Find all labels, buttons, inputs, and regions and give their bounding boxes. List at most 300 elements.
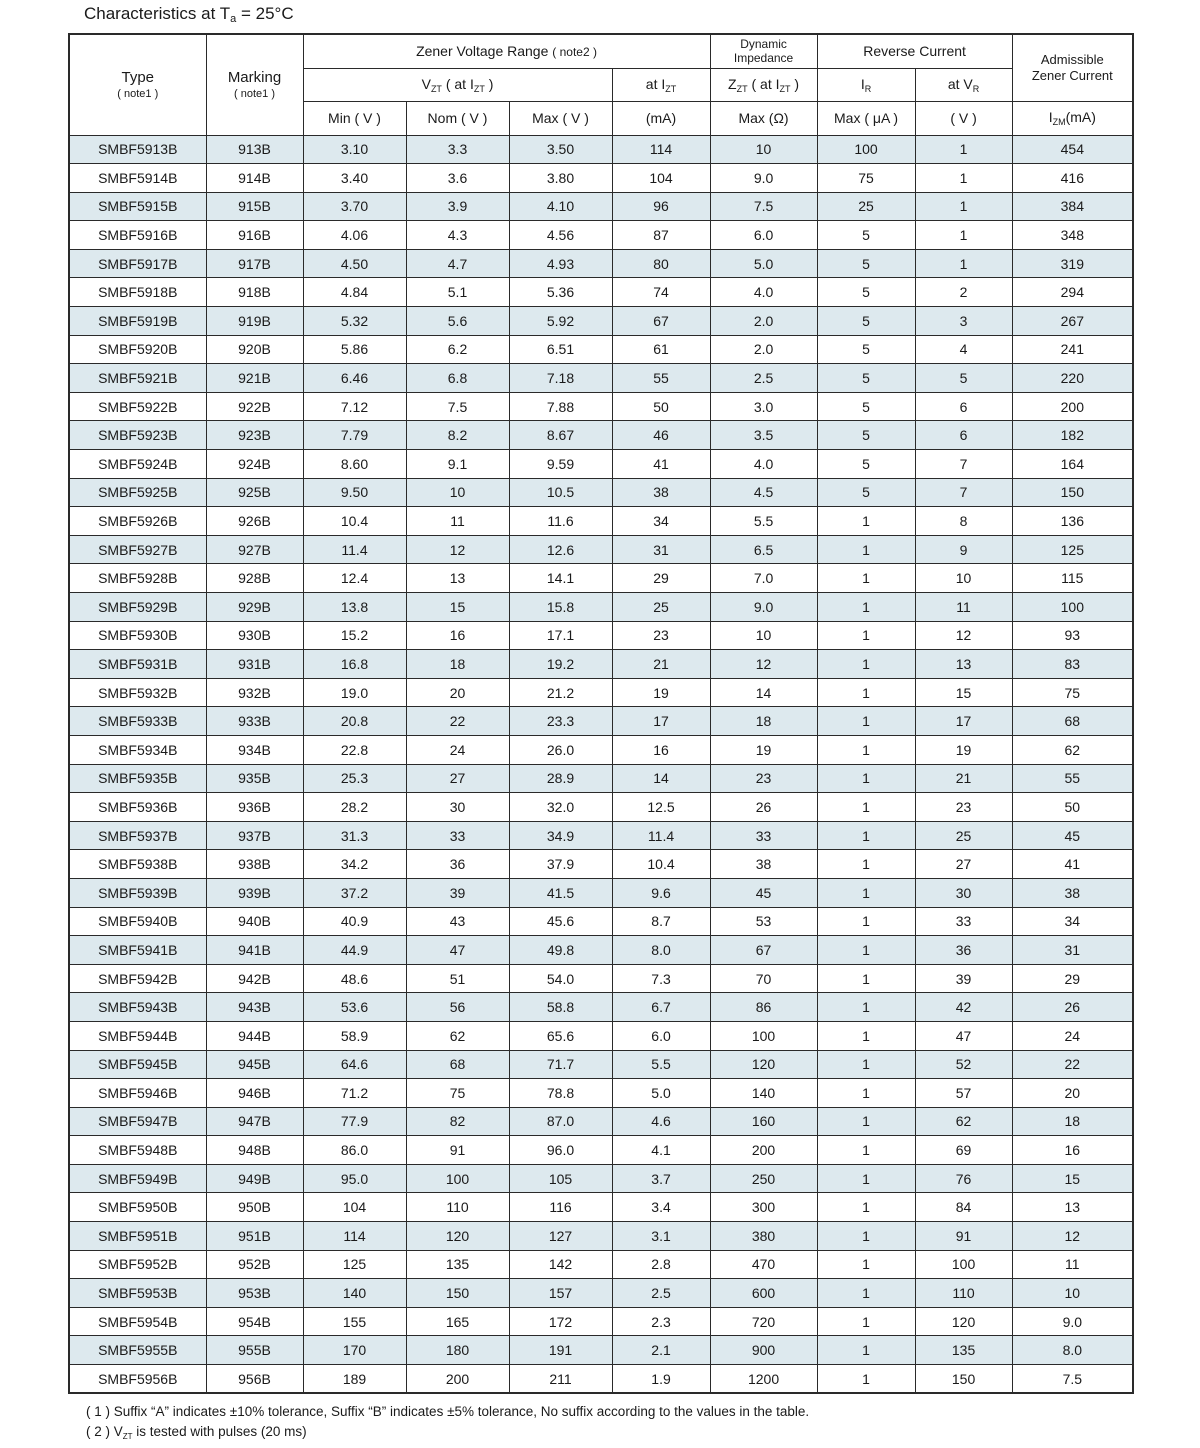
cell-izm: 100 bbox=[1012, 593, 1133, 622]
cell-vr: 1 bbox=[915, 164, 1012, 193]
cell-izm: 10 bbox=[1012, 1279, 1133, 1308]
cell-ir: 1 bbox=[817, 507, 915, 536]
cell-vr: 110 bbox=[915, 1279, 1012, 1308]
cell-vr: 9 bbox=[915, 535, 1012, 564]
cell-vz-nom: 68 bbox=[406, 1050, 509, 1079]
cell-izt: 14 bbox=[612, 764, 710, 793]
cell-ir: 100 bbox=[817, 135, 915, 164]
cell-vr: 8 bbox=[915, 507, 1012, 536]
cell-zzt: 86 bbox=[710, 993, 817, 1022]
cell-ir: 1 bbox=[817, 936, 915, 965]
cell-ir: 5 bbox=[817, 450, 915, 479]
cell-vz-nom: 7.5 bbox=[406, 392, 509, 421]
cell-ir: 5 bbox=[817, 335, 915, 364]
cell-zzt: 4.0 bbox=[710, 278, 817, 307]
cell-marking: 924B bbox=[206, 450, 303, 479]
cell-type: SMBF5927B bbox=[69, 535, 206, 564]
cell-izt: 104 bbox=[612, 164, 710, 193]
cell-type: SMBF5940B bbox=[69, 907, 206, 936]
cell-ir: 1 bbox=[817, 1136, 915, 1165]
header-at-vr: at $V_R$ bbox=[915, 68, 1012, 101]
table-row bbox=[69, 1336, 1133, 1365]
cell-vz-max: 71.7 bbox=[509, 1050, 612, 1079]
cell-vr: 52 bbox=[915, 1050, 1012, 1079]
footnote-1: ( 1 ) Suffix “A” indicates ±10% tolerance, Suffix “B” indicates ±5% tolerance, No suffix according to the values in the table. bbox=[86, 1404, 810, 1419]
cell-vz-max: 9.59 bbox=[509, 450, 612, 479]
cell-izm: 18 bbox=[1012, 1107, 1133, 1136]
cell-vz-max: 8.67 bbox=[509, 421, 612, 450]
cell-vr: 15 bbox=[915, 678, 1012, 707]
cell-ir: 1 bbox=[817, 1021, 915, 1050]
cell-izm: 34 bbox=[1012, 907, 1133, 936]
cell-zzt: 250 bbox=[710, 1164, 817, 1193]
cell-vz-nom: 30 bbox=[406, 793, 509, 822]
cell-ir: 1 bbox=[817, 993, 915, 1022]
cell-vr: 39 bbox=[915, 964, 1012, 993]
cell-ir: 1 bbox=[817, 1193, 915, 1222]
cell-vz-min: 44.9 bbox=[303, 936, 406, 965]
cell-izm: 348 bbox=[1012, 221, 1133, 250]
cell-type: SMBF5941B bbox=[69, 936, 206, 965]
cell-izm: 24 bbox=[1012, 1021, 1133, 1050]
cell-marking: 915B bbox=[206, 192, 303, 221]
cell-marking: 954B bbox=[206, 1307, 303, 1336]
cell-zzt: 7.5 bbox=[710, 192, 817, 221]
cell-izt: 2.1 bbox=[612, 1336, 710, 1365]
cell-vz-min: 5.86 bbox=[303, 335, 406, 364]
cell-vz-max: 21.2 bbox=[509, 678, 612, 707]
cell-vr: 1 bbox=[915, 135, 1012, 164]
table-row bbox=[69, 1021, 1133, 1050]
cell-izt: 23 bbox=[612, 621, 710, 650]
cell-zzt: 1200 bbox=[710, 1365, 817, 1394]
cell-type: SMBF5915B bbox=[69, 192, 206, 221]
table-row bbox=[69, 735, 1133, 764]
cell-marking: 925B bbox=[206, 478, 303, 507]
header-nom: Nom ( V ) bbox=[406, 101, 509, 135]
table-row bbox=[69, 221, 1133, 250]
cell-izm: 220 bbox=[1012, 364, 1133, 393]
header-vzt: $V_{ZT}$ ( at $I_{ZT}$ ) bbox=[303, 68, 612, 101]
page-title: Characteristics at $T_a = 25^\circ C$ bbox=[84, 4, 294, 25]
cell-izt: 9.6 bbox=[612, 878, 710, 907]
cell-ir: 1 bbox=[817, 1279, 915, 1308]
cell-marking: 937B bbox=[206, 821, 303, 850]
cell-izt: 2.5 bbox=[612, 1279, 710, 1308]
cell-type: SMBF5933B bbox=[69, 707, 206, 736]
cell-zzt: 14 bbox=[710, 678, 817, 707]
cell-zzt: 38 bbox=[710, 850, 817, 879]
table-row bbox=[69, 192, 1133, 221]
cell-vz-min: 170 bbox=[303, 1336, 406, 1365]
cell-vr: 3 bbox=[915, 307, 1012, 336]
cell-zzt: 7.0 bbox=[710, 564, 817, 593]
cell-izm: 45 bbox=[1012, 821, 1133, 850]
cell-zzt: 4.5 bbox=[710, 478, 817, 507]
cell-ir: 1 bbox=[817, 1307, 915, 1336]
cell-zzt: 45 bbox=[710, 878, 817, 907]
table-row bbox=[69, 164, 1133, 193]
cell-vz-min: 155 bbox=[303, 1307, 406, 1336]
table-row bbox=[69, 392, 1133, 421]
cell-ir: 1 bbox=[817, 764, 915, 793]
cell-marking: 919B bbox=[206, 307, 303, 336]
cell-vz-nom: 13 bbox=[406, 564, 509, 593]
cell-type: SMBF5954B bbox=[69, 1307, 206, 1336]
cell-vr: 47 bbox=[915, 1021, 1012, 1050]
cell-vz-min: 53.6 bbox=[303, 993, 406, 1022]
cell-vz-min: 8.60 bbox=[303, 450, 406, 479]
cell-vz-min: 95.0 bbox=[303, 1164, 406, 1193]
cell-vr: 4 bbox=[915, 335, 1012, 364]
cell-vz-min: 7.12 bbox=[303, 392, 406, 421]
table-row bbox=[69, 621, 1133, 650]
cell-vz-max: 34.9 bbox=[509, 821, 612, 850]
cell-vz-max: 14.1 bbox=[509, 564, 612, 593]
cell-izm: 22 bbox=[1012, 1050, 1133, 1079]
cell-type: SMBF5953B bbox=[69, 1279, 206, 1308]
cell-vr: 17 bbox=[915, 707, 1012, 736]
cell-ir: 5 bbox=[817, 307, 915, 336]
cell-type: SMBF5916B bbox=[69, 221, 206, 250]
cell-zzt: 12 bbox=[710, 650, 817, 679]
cell-vz-min: 189 bbox=[303, 1365, 406, 1394]
cell-vr: 19 bbox=[915, 735, 1012, 764]
cell-vz-nom: 20 bbox=[406, 678, 509, 707]
cell-marking: 953B bbox=[206, 1279, 303, 1308]
cell-type: SMBF5925B bbox=[69, 478, 206, 507]
cell-type: SMBF5935B bbox=[69, 764, 206, 793]
cell-ir: 5 bbox=[817, 392, 915, 421]
cell-vz-max: 116 bbox=[509, 1193, 612, 1222]
cell-izt: 61 bbox=[612, 335, 710, 364]
cell-ir: 1 bbox=[817, 1050, 915, 1079]
cell-izm: 16 bbox=[1012, 1136, 1133, 1165]
header-max-ohm: Max (Ω) bbox=[710, 101, 817, 135]
cell-vz-min: 40.9 bbox=[303, 907, 406, 936]
cell-vz-min: 11.4 bbox=[303, 535, 406, 564]
cell-vz-max: 96.0 bbox=[509, 1136, 612, 1165]
cell-izm: 11 bbox=[1012, 1250, 1133, 1279]
cell-vz-min: 104 bbox=[303, 1193, 406, 1222]
cell-vz-min: 140 bbox=[303, 1279, 406, 1308]
cell-vz-max: 45.6 bbox=[509, 907, 612, 936]
cell-zzt: 9.0 bbox=[710, 164, 817, 193]
table-row bbox=[69, 1279, 1133, 1308]
cell-izm: 55 bbox=[1012, 764, 1133, 793]
cell-vr: 42 bbox=[915, 993, 1012, 1022]
cell-vz-min: 114 bbox=[303, 1222, 406, 1251]
cell-marking: 921B bbox=[206, 364, 303, 393]
cell-izt: 50 bbox=[612, 392, 710, 421]
cell-marking: 956B bbox=[206, 1365, 303, 1394]
cell-vz-max: 5.92 bbox=[509, 307, 612, 336]
cell-vz-nom: 62 bbox=[406, 1021, 509, 1050]
cell-vz-max: 5.36 bbox=[509, 278, 612, 307]
cell-vz-min: 10.4 bbox=[303, 507, 406, 536]
table-row bbox=[69, 1164, 1133, 1193]
cell-marking: 951B bbox=[206, 1222, 303, 1251]
cell-vz-min: 37.2 bbox=[303, 878, 406, 907]
cell-ir: 5 bbox=[817, 421, 915, 450]
cell-zzt: 120 bbox=[710, 1050, 817, 1079]
cell-vr: 1 bbox=[915, 249, 1012, 278]
cell-ir: 1 bbox=[817, 621, 915, 650]
cell-vz-nom: 56 bbox=[406, 993, 509, 1022]
cell-vz-max: 12.6 bbox=[509, 535, 612, 564]
cell-vr: 135 bbox=[915, 1336, 1012, 1365]
header-zener-voltage-range: Zener Voltage Range ( note2 ) bbox=[303, 34, 710, 68]
cell-vz-nom: 110 bbox=[406, 1193, 509, 1222]
cell-izt: 17 bbox=[612, 707, 710, 736]
cell-izt: 38 bbox=[612, 478, 710, 507]
cell-zzt: 160 bbox=[710, 1107, 817, 1136]
cell-izt: 19 bbox=[612, 678, 710, 707]
cell-zzt: 200 bbox=[710, 1136, 817, 1165]
cell-marking: 922B bbox=[206, 392, 303, 421]
table-row bbox=[69, 793, 1133, 822]
cell-marking: 955B bbox=[206, 1336, 303, 1365]
cell-vz-min: 125 bbox=[303, 1250, 406, 1279]
cell-zzt: 10 bbox=[710, 135, 817, 164]
cell-vz-min: 86.0 bbox=[303, 1136, 406, 1165]
cell-izt: 29 bbox=[612, 564, 710, 593]
cell-ir: 1 bbox=[817, 678, 915, 707]
cell-vz-nom: 6.2 bbox=[406, 335, 509, 364]
cell-izt: 7.3 bbox=[612, 964, 710, 993]
cell-ir: 5 bbox=[817, 221, 915, 250]
cell-vz-max: 105 bbox=[509, 1164, 612, 1193]
cell-marking: 916B bbox=[206, 221, 303, 250]
cell-ir: 1 bbox=[817, 650, 915, 679]
header-type: Type ( note1 ) bbox=[69, 34, 206, 135]
table-row bbox=[69, 707, 1133, 736]
cell-vz-nom: 18 bbox=[406, 650, 509, 679]
cell-zzt: 6.0 bbox=[710, 221, 817, 250]
cell-type: SMBF5948B bbox=[69, 1136, 206, 1165]
table-row bbox=[69, 1050, 1133, 1079]
table-row bbox=[69, 535, 1133, 564]
cell-vz-max: 157 bbox=[509, 1279, 612, 1308]
cell-type: SMBF5943B bbox=[69, 993, 206, 1022]
cell-ir: 1 bbox=[817, 793, 915, 822]
cell-izm: 384 bbox=[1012, 192, 1133, 221]
cell-vz-max: 65.6 bbox=[509, 1021, 612, 1050]
cell-vr: 36 bbox=[915, 936, 1012, 965]
cell-izt: 2.8 bbox=[612, 1250, 710, 1279]
cell-vz-nom: 15 bbox=[406, 593, 509, 622]
cell-vz-max: 4.56 bbox=[509, 221, 612, 250]
cell-vz-nom: 5.6 bbox=[406, 307, 509, 336]
cell-vr: 62 bbox=[915, 1107, 1012, 1136]
cell-izt: 3.1 bbox=[612, 1222, 710, 1251]
cell-zzt: 380 bbox=[710, 1222, 817, 1251]
cell-vz-min: 3.40 bbox=[303, 164, 406, 193]
cell-izm: 319 bbox=[1012, 249, 1133, 278]
footnotes bbox=[86, 1402, 809, 1447]
cell-vz-nom: 3.3 bbox=[406, 135, 509, 164]
header-dynamic-impedance: Dynamic Impedance bbox=[710, 34, 817, 68]
cell-izt: 74 bbox=[612, 278, 710, 307]
cell-zzt: 26 bbox=[710, 793, 817, 822]
cell-zzt: 4.0 bbox=[710, 450, 817, 479]
cell-vr: 69 bbox=[915, 1136, 1012, 1165]
cell-vz-max: 6.51 bbox=[509, 335, 612, 364]
cell-vz-min: 5.32 bbox=[303, 307, 406, 336]
cell-vz-min: 4.06 bbox=[303, 221, 406, 250]
cell-izt: 34 bbox=[612, 507, 710, 536]
cell-vz-nom: 165 bbox=[406, 1307, 509, 1336]
cell-vz-max: 3.80 bbox=[509, 164, 612, 193]
cell-zzt: 3.0 bbox=[710, 392, 817, 421]
cell-ir: 5 bbox=[817, 478, 915, 507]
cell-vz-nom: 43 bbox=[406, 907, 509, 936]
cell-vr: 11 bbox=[915, 593, 1012, 622]
cell-type: SMBF5920B bbox=[69, 335, 206, 364]
cell-ir: 5 bbox=[817, 249, 915, 278]
cell-izt: 80 bbox=[612, 249, 710, 278]
cell-izm: 38 bbox=[1012, 878, 1133, 907]
cell-ir: 5 bbox=[817, 364, 915, 393]
cell-vz-nom: 4.7 bbox=[406, 249, 509, 278]
cell-izt: 8.7 bbox=[612, 907, 710, 936]
cell-zzt: 33 bbox=[710, 821, 817, 850]
cell-izm: 454 bbox=[1012, 135, 1133, 164]
table-row bbox=[69, 764, 1133, 793]
cell-vr: 7 bbox=[915, 450, 1012, 479]
cell-marking: 931B bbox=[206, 650, 303, 679]
cell-vr: 57 bbox=[915, 1079, 1012, 1108]
cell-vz-max: 4.10 bbox=[509, 192, 612, 221]
cell-type: SMBF5917B bbox=[69, 249, 206, 278]
cell-vr: 30 bbox=[915, 878, 1012, 907]
cell-ir: 1 bbox=[817, 1079, 915, 1108]
cell-ir: 1 bbox=[817, 707, 915, 736]
cell-vz-nom: 200 bbox=[406, 1365, 509, 1394]
cell-vz-max: 10.5 bbox=[509, 478, 612, 507]
cell-izt: 5.5 bbox=[612, 1050, 710, 1079]
cell-zzt: 9.0 bbox=[710, 593, 817, 622]
table-row bbox=[69, 364, 1133, 393]
cell-vz-min: 7.79 bbox=[303, 421, 406, 450]
cell-vz-max: 7.88 bbox=[509, 392, 612, 421]
cell-zzt: 10 bbox=[710, 621, 817, 650]
cell-type: SMBF5946B bbox=[69, 1079, 206, 1108]
cell-vz-nom: 150 bbox=[406, 1279, 509, 1308]
cell-vz-min: 28.2 bbox=[303, 793, 406, 822]
cell-vz-nom: 27 bbox=[406, 764, 509, 793]
cell-ir: 25 bbox=[817, 192, 915, 221]
table-row bbox=[69, 421, 1133, 450]
cell-vz-nom: 51 bbox=[406, 964, 509, 993]
cell-vz-max: 87.0 bbox=[509, 1107, 612, 1136]
cell-vz-nom: 3.9 bbox=[406, 192, 509, 221]
cell-type: SMBF5950B bbox=[69, 1193, 206, 1222]
cell-izm: 416 bbox=[1012, 164, 1133, 193]
cell-ir: 1 bbox=[817, 1250, 915, 1279]
cell-vr: 120 bbox=[915, 1307, 1012, 1336]
cell-izt: 31 bbox=[612, 535, 710, 564]
cell-vz-max: 191 bbox=[509, 1336, 612, 1365]
cell-vz-min: 19.0 bbox=[303, 678, 406, 707]
cell-izm: 7.5 bbox=[1012, 1365, 1133, 1394]
cell-zzt: 2.0 bbox=[710, 307, 817, 336]
cell-type: SMBF5956B bbox=[69, 1365, 206, 1394]
cell-vz-nom: 75 bbox=[406, 1079, 509, 1108]
cell-vz-min: 34.2 bbox=[303, 850, 406, 879]
cell-izm: 50 bbox=[1012, 793, 1133, 822]
cell-type: SMBF5918B bbox=[69, 278, 206, 307]
cell-type: SMBF5936B bbox=[69, 793, 206, 822]
cell-vz-nom: 3.6 bbox=[406, 164, 509, 193]
cell-marking: 946B bbox=[206, 1079, 303, 1108]
cell-type: SMBF5923B bbox=[69, 421, 206, 450]
cell-vz-max: 78.8 bbox=[509, 1079, 612, 1108]
header-admissible-zener-current: Admissible Zener Current bbox=[1012, 34, 1133, 101]
cell-marking: 942B bbox=[206, 964, 303, 993]
header-ma: (mA) bbox=[612, 101, 710, 135]
cell-zzt: 19 bbox=[710, 735, 817, 764]
cell-izm: 13 bbox=[1012, 1193, 1133, 1222]
cell-izt: 21 bbox=[612, 650, 710, 679]
cell-izt: 67 bbox=[612, 307, 710, 336]
cell-zzt: 470 bbox=[710, 1250, 817, 1279]
cell-vz-min: 25.3 bbox=[303, 764, 406, 793]
table-row bbox=[69, 1365, 1133, 1394]
cell-vr: 23 bbox=[915, 793, 1012, 822]
header-min: Min ( V ) bbox=[303, 101, 406, 135]
table-row bbox=[69, 878, 1133, 907]
cell-vr: 2 bbox=[915, 278, 1012, 307]
cell-izt: 96 bbox=[612, 192, 710, 221]
cell-vz-min: 64.6 bbox=[303, 1050, 406, 1079]
cell-izt: 2.3 bbox=[612, 1307, 710, 1336]
cell-marking: 934B bbox=[206, 735, 303, 764]
cell-vz-min: 4.84 bbox=[303, 278, 406, 307]
cell-vz-nom: 36 bbox=[406, 850, 509, 879]
cell-izt: 12.5 bbox=[612, 793, 710, 822]
cell-type: SMBF5939B bbox=[69, 878, 206, 907]
cell-ir: 1 bbox=[817, 1222, 915, 1251]
cell-ir: 1 bbox=[817, 1336, 915, 1365]
table-row bbox=[69, 478, 1133, 507]
cell-vz-max: 49.8 bbox=[509, 936, 612, 965]
cell-izm: 68 bbox=[1012, 707, 1133, 736]
cell-vz-min: 20.8 bbox=[303, 707, 406, 736]
cell-marking: 932B bbox=[206, 678, 303, 707]
cell-izt: 11.4 bbox=[612, 821, 710, 850]
cell-zzt: 67 bbox=[710, 936, 817, 965]
cell-vr: 10 bbox=[915, 564, 1012, 593]
cell-izm: 75 bbox=[1012, 678, 1133, 707]
cell-marking: 914B bbox=[206, 164, 303, 193]
cell-ir: 1 bbox=[817, 535, 915, 564]
cell-marking: 935B bbox=[206, 764, 303, 793]
cell-izm: 15 bbox=[1012, 1164, 1133, 1193]
cell-vr: 25 bbox=[915, 821, 1012, 850]
cell-type: SMBF5951B bbox=[69, 1222, 206, 1251]
cell-vz-min: 22.8 bbox=[303, 735, 406, 764]
cell-ir: 1 bbox=[817, 564, 915, 593]
cell-type: SMBF5945B bbox=[69, 1050, 206, 1079]
cell-type: SMBF5921B bbox=[69, 364, 206, 393]
cell-vz-min: 31.3 bbox=[303, 821, 406, 850]
table-row bbox=[69, 1193, 1133, 1222]
cell-vz-min: 16.8 bbox=[303, 650, 406, 679]
cell-ir: 75 bbox=[817, 164, 915, 193]
cell-izm: 200 bbox=[1012, 392, 1133, 421]
cell-vz-nom: 120 bbox=[406, 1222, 509, 1251]
